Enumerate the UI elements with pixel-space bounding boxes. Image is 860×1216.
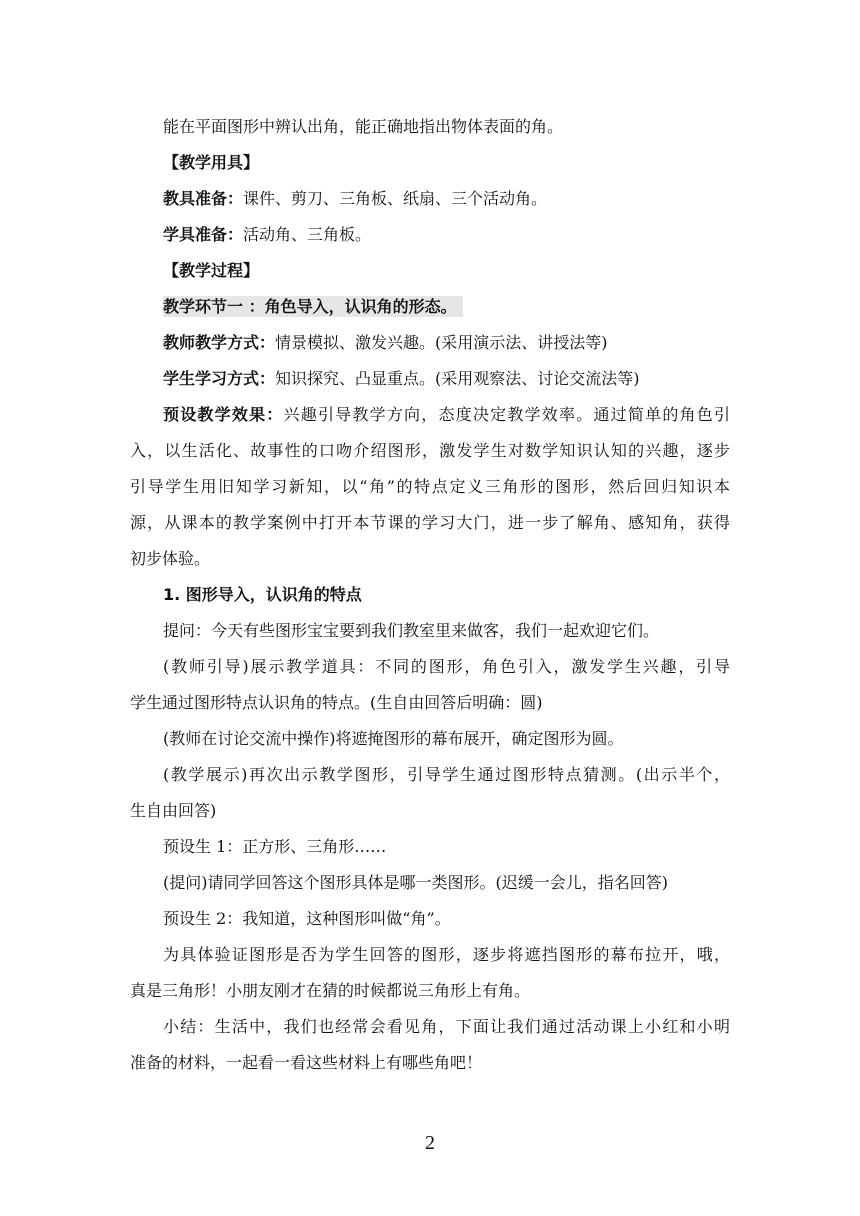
effect-text-1: 兴趣引导教学方向，态度决定教学效率。通过简单的角色引: [283, 405, 730, 424]
learn-mode-line: [163, 364, 730, 394]
step1-title-line: [163, 292, 730, 322]
paragraph-summary-2: 准备的材料，一起看一看这些材料上有哪些角吧！: [130, 1053, 483, 1072]
learn-mode-value: 知识探究、凸显重点。(采用观察法、讨论交流法等): [275, 369, 640, 388]
teach-mode-value: 情景模拟、激发兴趣。(采用演示法、讲授法等): [275, 333, 608, 352]
student-prep-line: [163, 220, 730, 250]
teacher-prep-line: [163, 184, 730, 214]
paragraph-line: 能在平面图形中辨认出角，能正确地指出物体表面的角。: [163, 117, 564, 136]
paragraph-student-2: 预设生 2：我知道，这种图形叫做“角”。: [163, 909, 451, 928]
teacher-prep-value: 课件、剪刀、三角板、纸扇、三个活动角。: [243, 189, 548, 208]
learn-mode-label: 学生学习方式：: [163, 369, 276, 388]
paragraph-show-2: 生自由回答): [130, 801, 217, 820]
page-number: 2: [425, 1132, 435, 1154]
section1-title: 1. 图形导入，认识角的特点: [163, 585, 362, 604]
effect-line-1: [163, 400, 730, 430]
paragraph-summary-1: 小结：生活中，我们也经常会看见角，下面让我们通过活动课上小红和小明: [163, 1017, 730, 1036]
effect-line-5: 初步体验。: [130, 549, 211, 568]
teacher-prep-label: 教具准备：: [163, 189, 244, 208]
teach-mode-line: [163, 328, 730, 358]
teach-mode-label: 教师教学方式：: [163, 333, 276, 352]
paragraph-guide-2: 学生通过图形特点认识角的特点。(生自由回答后明确：圆): [130, 693, 543, 712]
paragraph-ask-2: (提问)请同学回答这个图形具体是哪一类图形。(迟缓一会儿，指名回答): [163, 873, 668, 892]
effect-line-4: 源，从课本的教学案例中打开本节课的学习大门，进一步了解角、感知角，获得: [130, 513, 730, 532]
student-prep-value: 活动角、三角板。: [243, 225, 372, 244]
effect-label: 预设教学效果：: [163, 405, 284, 424]
section-heading-tools: 【教学用具】: [163, 153, 260, 172]
student-prep-label: 学具准备：: [163, 225, 244, 244]
paragraph-student-1: 预设生 1：正方形、三角形……: [163, 837, 387, 856]
paragraph-guide-1: (教师引导)展示教学道具：不同的图形，角色引入，激发学生兴趣，引导: [163, 657, 730, 676]
effect-line-2: 入，以生活化、故事性的口吻介绍图形，激发学生对数学知识认知的兴趣，逐步: [130, 441, 730, 460]
section-heading-process: 【教学过程】: [163, 261, 260, 280]
paragraph-ask: 提问：今天有些图形宝宝要到我们教室里来做客，我们一起欢迎它们。: [163, 621, 660, 640]
effect-line-3: 引导学生用旧知学习新知，以“角”的特点定义三角形的图形，然后回归知识本: [130, 477, 730, 496]
paragraph-verify-1: 为具体验证图形是否为学生回答的图形，逐步将遮挡图形的幕布拉开，哦，: [163, 945, 730, 964]
paragraph-verify-2: 真是三角形！小朋友刚才在猜的时候都说三角形上有角。: [130, 981, 531, 1000]
paragraph-show-1: (教学展示)再次出示教学图形，引导学生通过图形特点猜测。(出示半个，: [163, 765, 730, 784]
step1-title: 教学环节一 ：角色导入，认识角的形态。: [163, 296, 463, 317]
paragraph-discuss: (教师在讨论交流中操作)将遮掩图形的幕布展开，确定图形为圆。: [163, 729, 624, 748]
